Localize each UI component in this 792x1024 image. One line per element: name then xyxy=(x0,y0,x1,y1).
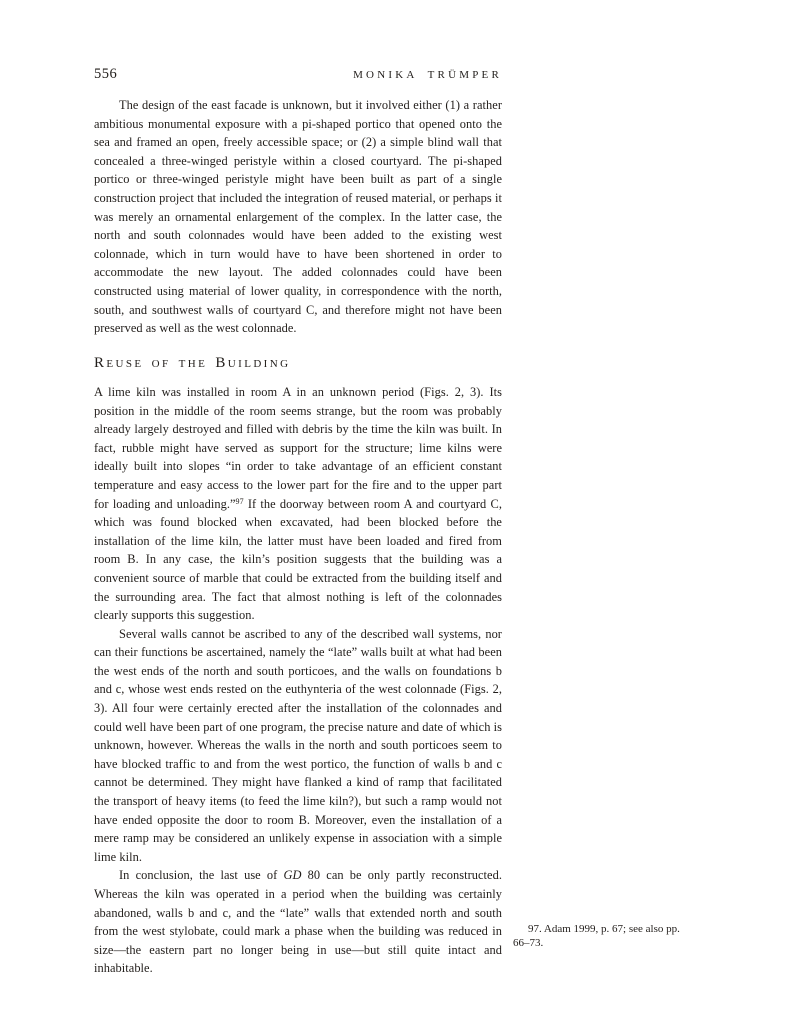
article-body xyxy=(94,96,502,978)
paragraph-conclusion xyxy=(94,866,502,978)
page-number: 556 xyxy=(94,66,118,82)
footnote-reference-97: 97 xyxy=(235,496,244,506)
paragraph-east-facade: The design of the east facade is unknown, but it involved either (1) a rather ambitious monumental exposure with a pi-shaped portico that opened onto the sea and framed an open, freely accessible space; or (2) a simple blind wall that concealed a three-winged peristyle within a closed courtyard. The pi-shaped portico or three-winged peristyle might have been built as part of a single construction project that included the integration of reused material, or perhaps it was merely an ornamental enlargement of the complex. In the latter case, the north and south colonnades would have been added to the existing west colonnade, which in turn would have to have been shortened in order to accommodate the new layout. The added colonnades could have been constructed using material of lower quality, in correspondence with the north, south, and southwest walls of courtyard C, and therefore might not have been preserved as well as the west colonnade. xyxy=(94,98,502,336)
paragraph-text: A lime kiln was installed in room A in an unknown period (Figs. 2, 3). Its position in the middle of the room seems strange, but the room was probably already largely destroyed and filled with debris by the time the kiln was built. In fact, rubble might have served as support for the structure; lime kilns were ideally built into slopes “in order to take advantage of an efficient constant temperature and easy access to the lower part for the fire and to the upper part for loading and unloading.” xyxy=(94,384,502,511)
running-head xyxy=(94,66,502,83)
section-heading-reuse-of-the-building: Reuse of the Building xyxy=(94,354,291,371)
italic-site-abbreviation: GD xyxy=(283,868,302,883)
footnote-block xyxy=(513,922,693,950)
paragraph-lime-kiln xyxy=(94,383,502,625)
footnote-text: 97. Adam 1999, p. 67; see also pp. 66–73. xyxy=(513,923,680,950)
paragraph-text: If the doorway between room A and courtyard C, which was found blocked when excavated, had been blocked before the installation of the lime kiln, the latter must have been loaded and fired from room B. In any case, the kiln’s position suggests that the building was a convenient source of marble that could be extracted from the building itself and the surrounding area. The fact that almost nothing is left of the colonnades clearly supports this suggestion. xyxy=(94,496,502,623)
paragraph-text: 80 can be only partly reconstructed. Whereas the kiln was operated in a period when the building was certainly abandoned, walls b and c, and the “late” walls that extended north and south from the west stylobate, could mark a phase when the building was reduced in size—the eastern part no longer being in use—but still quite intact and inhabitable. xyxy=(94,868,502,976)
running-head-author: MONIKA TRÜMPER xyxy=(353,69,502,81)
paragraph-text: In conclusion, the last use of xyxy=(119,868,284,883)
paragraph-several-walls: Several walls cannot be ascribed to any of the described wall systems, nor can their functions be ascertained, namely the “late” walls built at what had been the west ends of the north and south porticoes, and the walls on foundations b and c, whose west ends rested on the euthynteria of the west colonnade (Figs. 2, 3). All four were certainly erected after the installation of the colonnades and could well have been part of one program, the precise nature and date of which is unknown, however. Whereas the walls in the north and south porticoes seem to have blocked traffic to and from the west portico, the function of walls b and c cannot be determined. They might have flanked a kind of ramp that facilitated the transport of heavy items (to feed the lime kiln?), but such a ramp would not have ended opposite the door to room B. Moreover, even the installation of a mere ramp may be considered an unlikely expense in association with a simple lime kiln. xyxy=(94,626,502,864)
